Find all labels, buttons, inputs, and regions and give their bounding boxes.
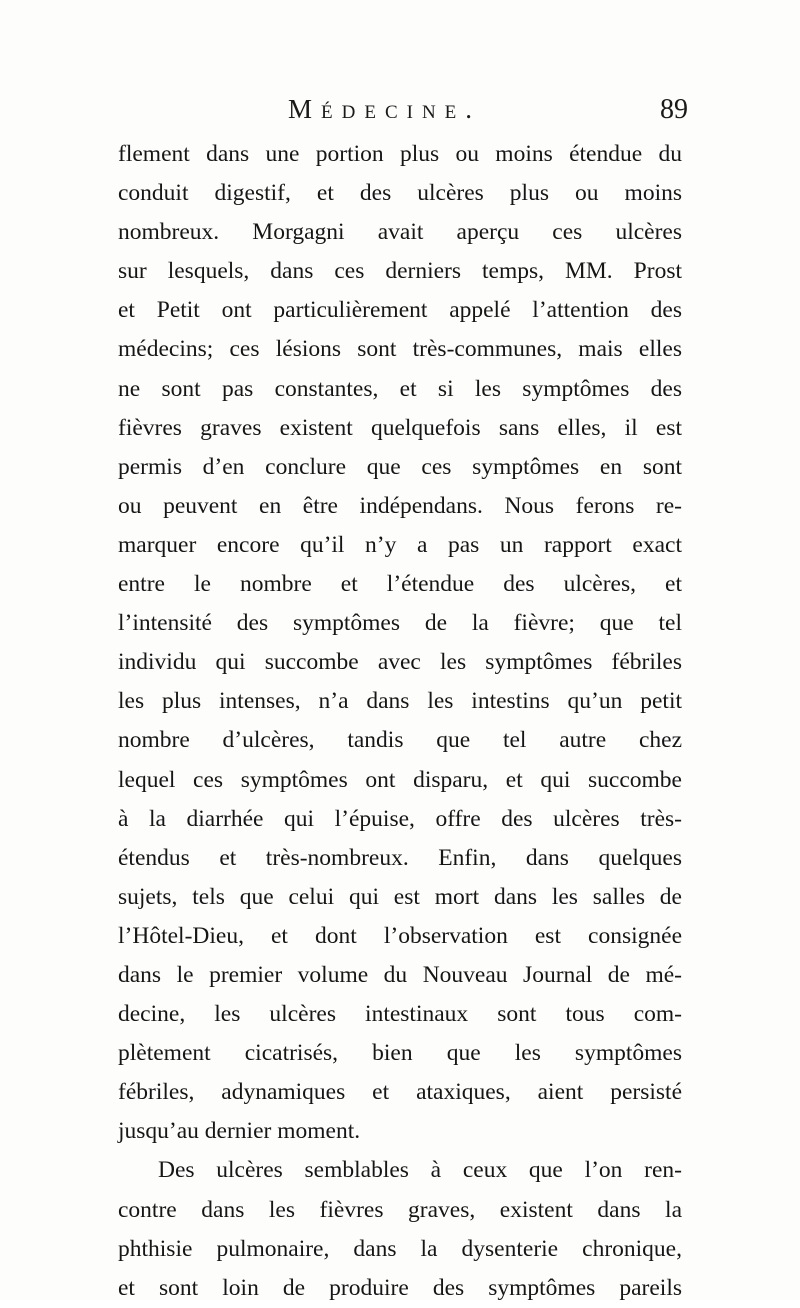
text-line: l’intensité des symptômes de la fièvre; que tel [118, 610, 682, 637]
text-line: phthisie pulmonaire, dans la dysenterie chronique, [118, 1235, 682, 1262]
text-line: decine, les ulcères intestinaux sont tous com- [118, 1001, 682, 1028]
text-line: nombre d’ulcères, tandis que tel autre chez [118, 727, 682, 754]
text-line: marquer encore qu’il n’y a pas un rapport exact [118, 531, 682, 558]
body-text [118, 135, 682, 1308]
text-line: permis d’en conclure que ces symptômes en sont [118, 453, 682, 480]
text-line: les plus intenses, n’a dans les intestins qu’un petit [118, 688, 682, 715]
running-head [118, 94, 688, 134]
text-line: entre le nombre et l’étendue des ulcères, et [118, 571, 682, 598]
text-line: et sont loin de produire des symptômes pareils [118, 1274, 682, 1301]
text-line: ne sont pas constantes, et si les symptômes des [118, 375, 682, 402]
paragraph-start-line: Des ulcères semblables à ceux que l’on ren- [158, 1157, 682, 1184]
text-line: sujets, tels que celui qui est mort dans les salles de [118, 883, 682, 910]
text-line: plètement cicatrisés, bien que les symptômes [118, 1040, 682, 1067]
text-line: ou peuvent en être indépendans. Nous ferons re- [118, 492, 682, 519]
text-line: fébriles, adynamiques et ataxiques, aient persisté [118, 1079, 682, 1106]
paragraph-end-line: jusqu’au dernier moment. [118, 1118, 361, 1145]
text-line: à la diarrhée qui l’épuise, offre des ulcères très- [118, 805, 682, 832]
text-line: lequel ces symptômes ont disparu, et qui succombe [118, 766, 682, 793]
text-line: contre dans les fièvres graves, existent dans la [118, 1196, 682, 1223]
text-line: flement dans une portion plus ou moins étendue du [118, 141, 682, 167]
text-line: l’Hôtel-Dieu, et dont l’observation est consignée [118, 922, 682, 949]
text-line: dans le premier volume du Nouveau Journal de mé- [118, 961, 682, 988]
text-line: médecins; ces lésions sont très-communes, mais elles [118, 336, 682, 363]
page-number: 89 [660, 94, 688, 125]
text-line: fièvres graves existent quelquefois sans elles, il est [118, 414, 682, 441]
running-title: Médecine. [288, 94, 482, 124]
text-line: étendus et très-nombreux. Enfin, dans quelques [118, 844, 682, 871]
text-line: nombreux. Morgagni avait aperçu ces ulcères [118, 219, 682, 246]
text-line: individu qui succombe avec les symptômes fébriles [118, 649, 682, 676]
text-line: et Petit ont particulièrement appelé l’attention des [118, 297, 682, 324]
text-line: sur lesquels, dans ces derniers temps, MM. Prost [118, 258, 682, 285]
text-line: conduit digestif, et des ulcères plus ou moins [118, 180, 682, 207]
